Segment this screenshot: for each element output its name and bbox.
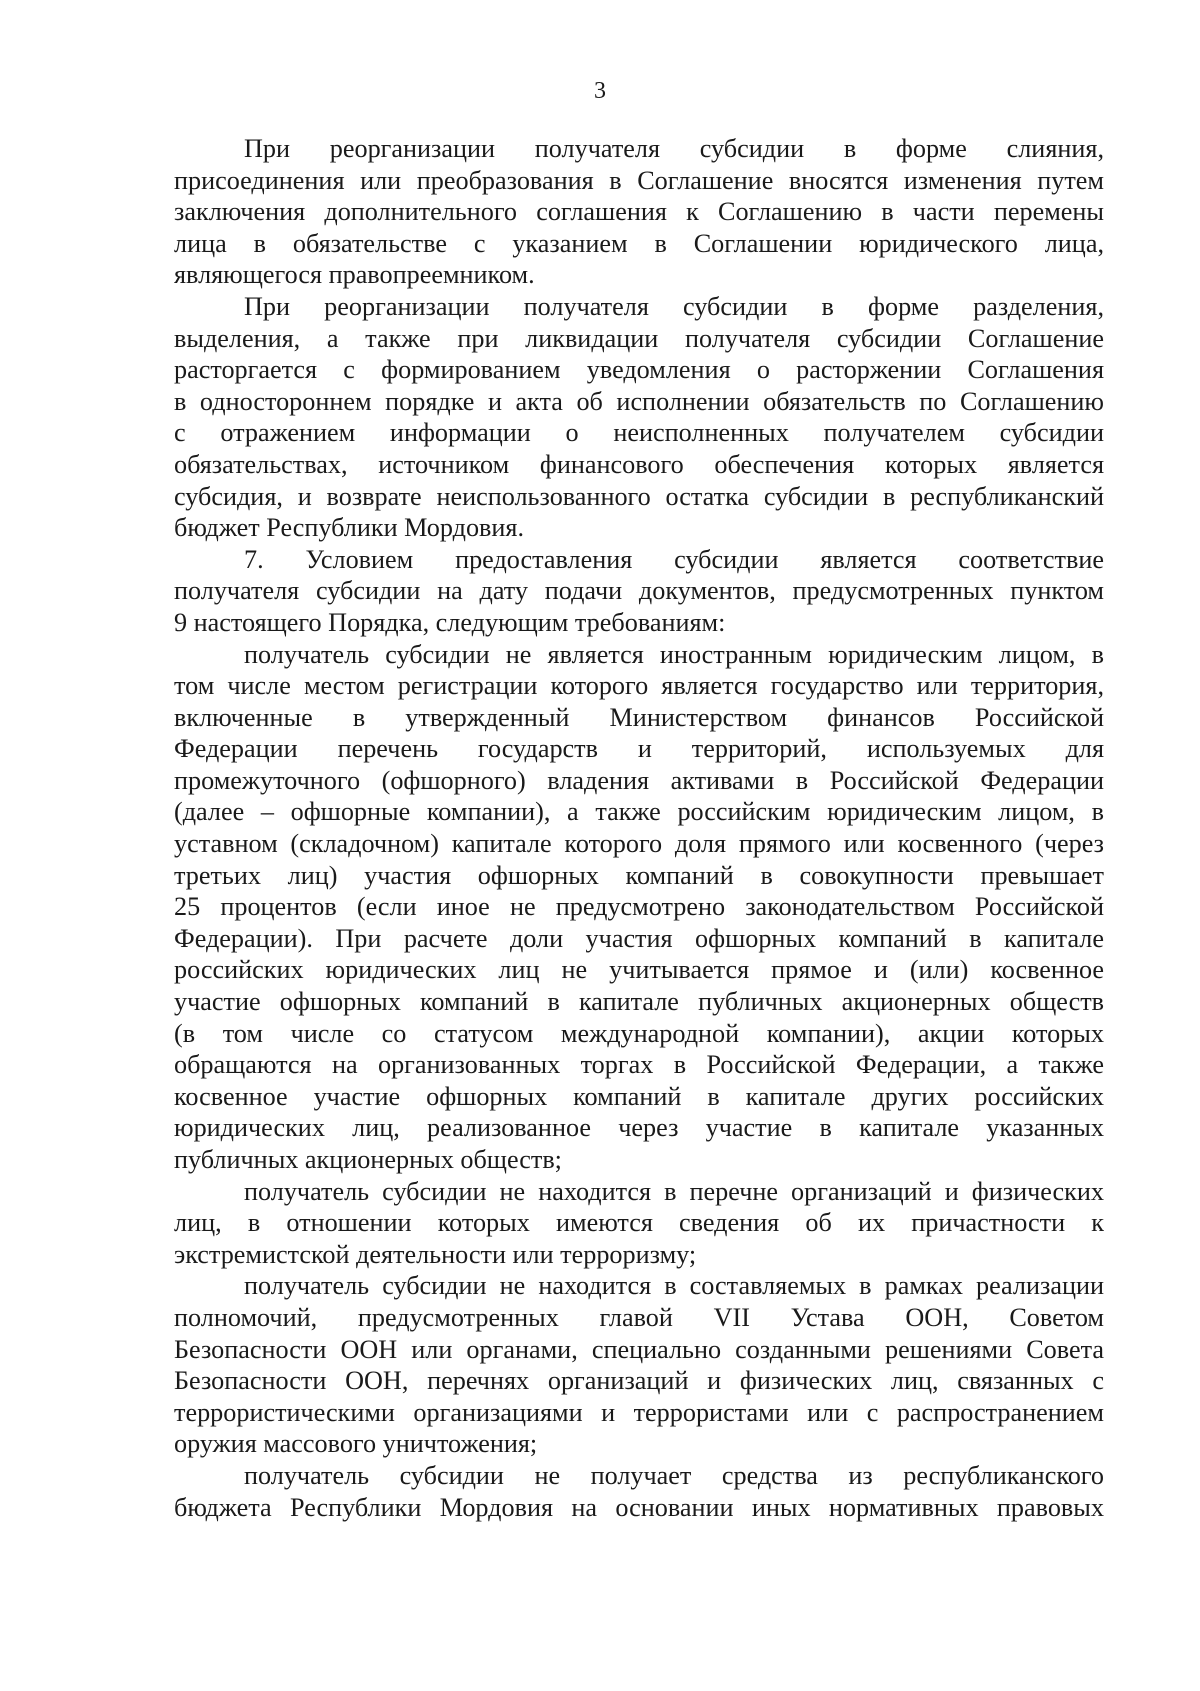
text-line: полномочий, предусмотренных главой VII Устава ООН, Советом (174, 1302, 1104, 1332)
text-line: получатель субсидии не находится в составляемых в рамках реализации (244, 1271, 1104, 1301)
text-line: Безопасности ООН или органами, специально созданными решениями Совета (174, 1334, 1104, 1364)
text-line: террористическими организациями и террористами или с распространением (174, 1397, 1104, 1427)
text-line: субсидия, и возврате неиспользованного остатка субсидии в республиканский (174, 481, 1104, 511)
text-line: 7. Условием предоставления субсидии является соответствие (244, 544, 1104, 574)
text-line: косвенное участие офшорных компаний в капитале других российских (174, 1081, 1104, 1111)
text-line: заключения дополнительного соглашения к Соглашению в части перемены (174, 197, 1104, 227)
text-line: с отражением информации о неисполненных получателем субсидии (174, 418, 1104, 448)
text-line: лица в обязательстве с указанием в Соглашении юридического лица, (174, 228, 1104, 258)
text-line: Безопасности ООН, перечнях организаций и физических лиц, связанных с (174, 1366, 1104, 1396)
text-line: российских юридических лиц не учитывается прямое и (или) косвенное (174, 955, 1104, 985)
text-line: оружия массового уничтожения; (174, 1429, 538, 1459)
text-line: уставном (складочном) капитале которого доля прямого или косвенного (через (174, 829, 1104, 859)
text-line: расторгается с формированием уведомления о расторжении Соглашения (174, 355, 1104, 385)
text-line: (в том числе со статусом международной компании), акции которых (174, 1018, 1104, 1048)
text-line: Федерации перечень государств и территорий, используемых для (174, 734, 1104, 764)
text-line: 25 процентов (если иное не предусмотрено законодательством Российской (174, 892, 1104, 922)
text-line: бюджет Республики Мордовия. (174, 513, 525, 543)
text-line: При реорганизации получателя субсидии в форме слияния, (244, 134, 1104, 163)
text-line: получателя субсидии на дату подачи документов, предусмотренных пунктом (174, 576, 1104, 606)
paragraph (174, 133, 1104, 291)
text-line: обращаются на организованных торгах в Российской Федерации, а также (174, 1050, 1104, 1080)
text-line: юридических лиц, реализованное через участие в капитале указанных (174, 1113, 1104, 1143)
paragraph (174, 1460, 1104, 1523)
text-line: участие офшорных компаний в капитале публичных акционерных обществ (174, 987, 1104, 1017)
text-line: обязательствах, источником финансового обеспечения которых является (174, 449, 1104, 479)
text-line: получатель субсидии не находится в перечне организаций и физических (244, 1176, 1104, 1206)
text-line: бюджета Республики Мордовия на основании иных нормативных правовых (174, 1492, 1104, 1522)
paragraph (174, 291, 1104, 544)
text-line: промежуточного (офшорного) владения активами в Российской Федерации (174, 765, 1104, 795)
text-line: присоединения или преобразования в Соглашение вносятся изменения путем (174, 165, 1104, 195)
paragraph (174, 544, 1104, 639)
paragraph (174, 639, 1104, 1176)
paragraph (174, 1176, 1104, 1271)
text-line: являющегося правопреемником. (174, 260, 535, 290)
paragraph (174, 1270, 1104, 1460)
text-line: в одностороннем порядке и акта об исполнении обязательств по Соглашению (174, 386, 1104, 416)
text-line: экстремистской деятельности или терроризму; (174, 1239, 697, 1269)
text-line: получатель субсидии не получает средства из республиканского (244, 1460, 1104, 1490)
text-line: (далее – офшорные компании), а также российским юридическим лицом, в (174, 797, 1104, 827)
text-line: Федерации). При расчете доли участия офшорных компаний в капитале (174, 923, 1104, 953)
text-line: При реорганизации получателя субсидии в форме разделения, (244, 291, 1104, 321)
text-line: лиц, в отношении которых имеются сведения об их причастности к (174, 1208, 1104, 1238)
text-line: 9 настоящего Порядка, следующим требованиям: (174, 607, 726, 637)
text-line: выделения, а также при ликвидации получателя субсидии Соглашение (174, 323, 1104, 353)
text-line: том числе местом регистрации которого является государство или территория, (174, 671, 1104, 701)
text-line: публичных акционерных обществ; (174, 1145, 562, 1174)
text-line: включенные в утвержденный Министерством финансов Российской (174, 702, 1104, 732)
text-line: получатель субсидии не является иностранным юридическим лицом, в (244, 639, 1104, 669)
page-number: 3 (594, 78, 606, 104)
document-body (174, 133, 1104, 1523)
text-line: третьих лиц) участия офшорных компаний в совокупности превышает (174, 860, 1104, 890)
